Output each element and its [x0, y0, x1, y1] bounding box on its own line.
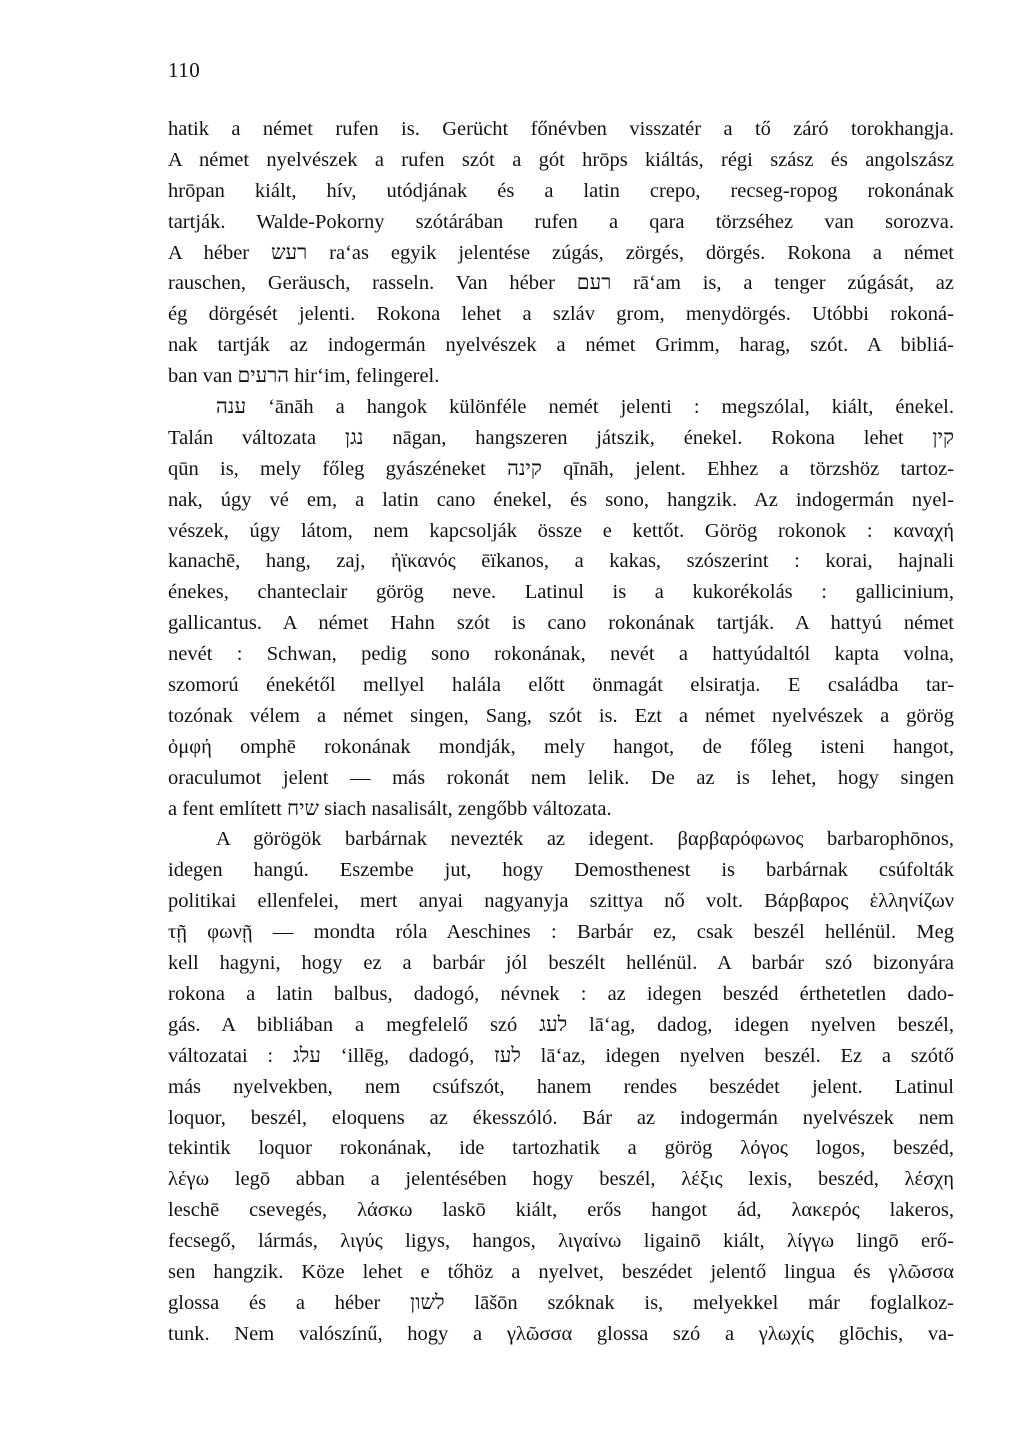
- text-line: kanachē, hang, zaj, ἠϊκανός ēïkanos, a kakas, szószerint : korai, hajnali: [168, 550, 954, 573]
- text-line: kell hagyni, hogy ez a barbár jól beszélt hellénül. A barbár szó bizonyára: [168, 952, 954, 975]
- text-line: változatai : עלג ‘illēg, dadogó, לעז lā‘az, idegen nyelven beszél. Ez a szótő: [168, 1044, 954, 1067]
- text-line: Talán változata נגן nāgan, hangszeren játszik, énekel. Rokona lehet קין: [168, 426, 954, 449]
- text-line: politikai ellenfelei, mert anyai nagyanyja szittya nő volt. Βάρβαρος ἑλληνίζων: [168, 890, 954, 913]
- text-line: qūn is, mely főleg gyászéneket קינה qīnāh, jelent. Ehhez a törzshöz tartoz-: [168, 457, 954, 480]
- text-line: oraculumot jelent — más rokonát nem lelik. De az is lehet, hogy singen: [168, 766, 954, 789]
- text-line: ὀμφή omphē rokonának mondják, mely hangot, de főleg isteni hangot,: [168, 735, 954, 758]
- text-line: nak tartják az indogermán nyelvészek a német Grimm, harag, szót. A bibliá-: [168, 334, 954, 357]
- text-line: hrōpan kiált, hív, utódjának és a latin crepo, recseg-ropog rokonának: [168, 179, 954, 202]
- text-line: más nyelvekben, nem csúfszót, hanem rendes beszédet jelent. Latinul: [168, 1075, 954, 1098]
- text-line: A héber רעש ra‘as egyik jelentése zúgás, zörgés, dörgés. Rokona a német: [168, 241, 954, 264]
- text-line: gás. A bibliában a megfelelő szó לעג lā‘ag, dadog, idegen nyelven beszél,: [168, 1013, 954, 1036]
- text-line: tekintik loquor rokonának, ide tartozhatik a görög λόγος logos, beszéd,: [168, 1137, 954, 1160]
- page-body-text: [168, 114, 954, 1350]
- text-line: A görögök barbárnak nevezték az idegent. βαρβαρόφωνος barbarophōnos,: [216, 828, 954, 851]
- text-line: τῇ φωνῇ — mondta róla Aeschines : Barbár ez, csak beszél hellénül. Meg: [168, 921, 954, 944]
- text-line: fecsegő, lármás, λιγύς ligys, hangos, λιγαίνω ligainō kiált, λίγγω lingō erő-: [168, 1230, 954, 1253]
- text-line: énekes, chanteclair görög neve. Latinul is a kukorékolás : gallicinium,: [168, 581, 954, 604]
- text-line: idegen hangú. Eszembe jut, hogy Demosthenest is barbárnak csúfolták: [168, 859, 954, 882]
- text-line: ban van הרעים hir‘im, felingerel.: [168, 365, 440, 388]
- text-line: λέγω legō abban a jelentésében hogy beszél, λέξις lexis, beszéd, λέσχη: [168, 1168, 954, 1191]
- text-line: tartják. Walde-Pokorny szótárában rufen a qara törzséhez van sorozva.: [168, 210, 954, 233]
- text-line: glossa és a héber לשון lāšōn szóknak is, melyekkel már foglalkoz-: [168, 1291, 954, 1314]
- text-line: nevét : Schwan, pedig sono rokonának, nevét a hattyúdaltól kapta volna,: [168, 643, 954, 666]
- text-line: sen hangzik. Köze lehet e tőhöz a nyelvet, beszédet jelentő lingua és γλῶσσα: [168, 1260, 954, 1283]
- text-line: hatik a német rufen is. Gerücht főnévben visszatér a tő záró torokhangja.: [168, 118, 954, 140]
- text-line: rauschen, Geräusch, rasseln. Van héber רעם rā‘am is, a tenger zúgását, az: [168, 272, 954, 295]
- text-line: szomorú énekétől mellyel halála előtt önmagát elsiratja. E családba tar-: [168, 674, 954, 697]
- text-line: rokona a latin balbus, dadogó, névnek : az idegen beszéd érthetetlen dado-: [168, 982, 954, 1005]
- text-line: loquor, beszél, eloquens az ékesszóló. Bár az indogermán nyelvészek nem: [168, 1106, 954, 1129]
- text-line: gallicantus. A német Hahn szót is cano rokonának tartják. A hattyú német: [168, 612, 954, 635]
- text-line: tunk. Nem valószínű, hogy a γλῶσσα glossa szó a γλωχίς glōchis, va-: [168, 1322, 954, 1345]
- text-line: vészek, úgy látom, nem kapcsolják össze e kettőt. Görög rokonok : καναχή: [168, 519, 954, 542]
- text-line: ég dörgését jelenti. Rokona lehet a szláv grom, menydörgés. Utóbbi rokoná-: [168, 303, 954, 326]
- page-number: 110: [168, 58, 201, 82]
- text-line: nak, úgy vé em, a latin cano énekel, és sono, hangzik. Az indogermán nyel-: [168, 488, 954, 511]
- text-line: ענה ‘ānāh a hangok különféle nemét jelenti : megszólal, kiált, énekel.: [216, 396, 954, 419]
- text-line: a fent említett שיח siach nasalisált, zengőbb változata.: [168, 797, 612, 820]
- text-line: A német nyelvészek a rufen szót a gót hrōps kiáltás, régi szász és angolszász: [168, 148, 954, 171]
- text-line: leschē csevegés, λάσκω laskō kiált, erős hangot ád, λακερός lakeros,: [168, 1199, 954, 1222]
- text-line: tozónak vélem a német singen, Sang, szót is. Ezt a német nyelvészek a görög: [168, 704, 954, 727]
